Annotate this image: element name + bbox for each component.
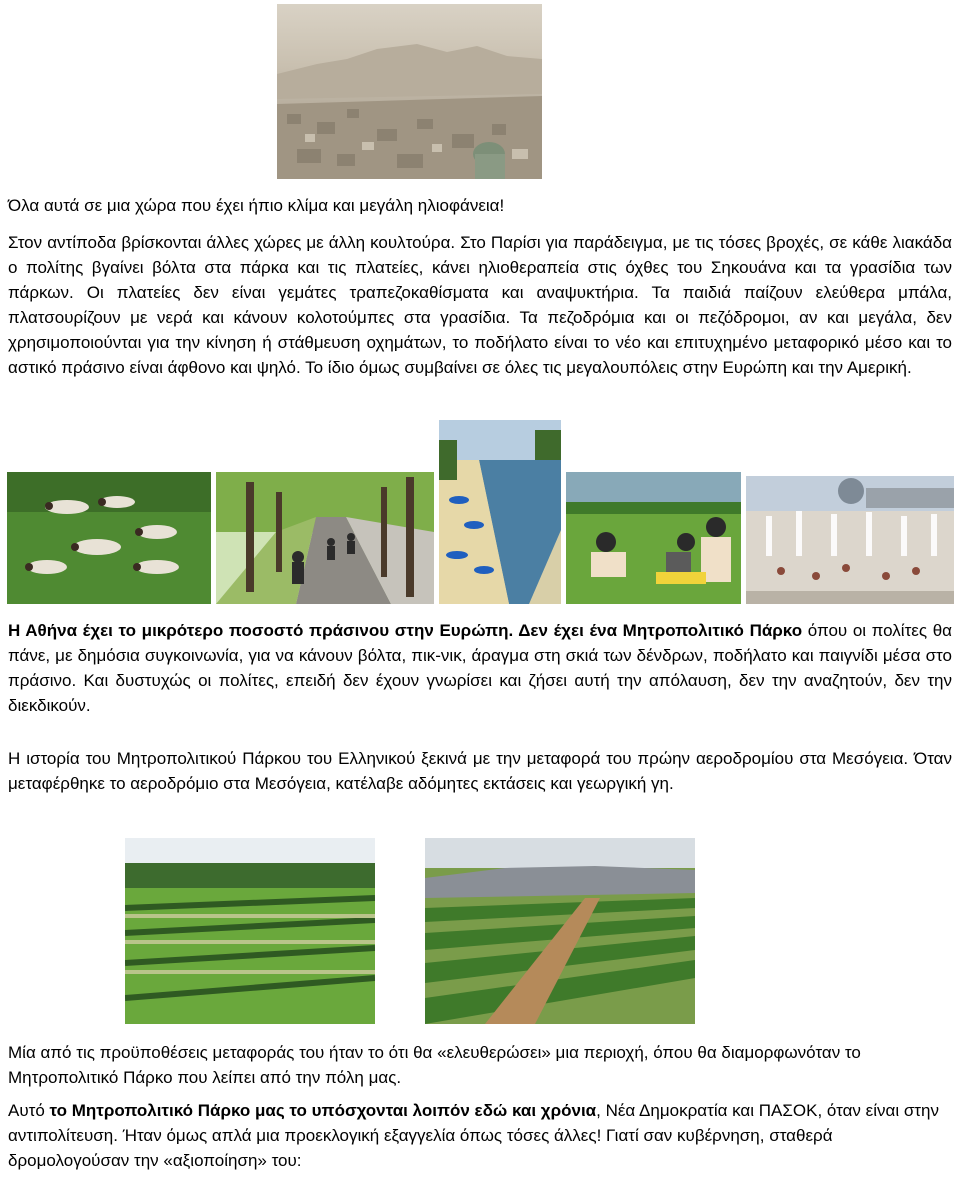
fountain-photo (746, 476, 954, 604)
park-lawn-photo (7, 472, 211, 604)
promise-bold: το Μητροπολιτικό Πάρκο μας το υπόσχονται λοιπόν εδώ και χρόνια (49, 1101, 597, 1120)
conditions-paragraph: Μία από τις προϋποθέσεις μεταφοράς του ήταν το ότι θα «ελευθερώσει» μια περιοχή, όπου θα διαμορφωνόταν το Μητροπολιτικό Πάρκο που λείπει από την πόλη μας. (8, 1043, 861, 1087)
vineyard-1-photo (125, 838, 375, 1024)
promise-text-a: Αυτό (8, 1101, 50, 1120)
athens-green-paragraph (8, 618, 952, 718)
athens-smog-photo (277, 4, 542, 179)
athens-green-text: όπου οι πολίτες θα πάνε, με δημόσια συγκοινωνία, για να κάνουν βόλτα, πικ-νικ, άραγμα στη σκιά των δένδρων, ποδήλατο και παιγνίδι μέσα στο πράσινο. Και δυστυχώς οι πολίτες, επειδή δεν έχουν γνωρίσει και ζήσει αυτή την απόλαυση, δεν την αναζητούν, δεν την διεκδικούν. (8, 621, 952, 715)
promise-paragraph (8, 1098, 952, 1173)
athens-green-bold: Η Αθήνα έχει το μικρότερο ποσοστό πράσινου στην Ευρώπη. Δεν έχει ένα Μητροπολιτικό Πάρκο (8, 621, 803, 640)
vineyard-2-photo (425, 838, 695, 1024)
airport-history-paragraph: Η ιστορία του Μητροπολιτικού Πάρκου του Ελληνικού ξεκινά με την μεταφορά του πρώην αεροδρομίου στα Μεσόγεια. Όταν μεταφέρθηκε το αεροδρόμιο στα Μεσόγεια, κατέλαβε αδόμητες εκτάσεις και γεωργική γη. (8, 749, 952, 793)
paris-paragraph: Στον αντίποδα βρίσκονται άλλες χώρες με άλλη κουλτούρα. Στο Παρίσι για παράδειγμα, με τις τόσες βροχές, σε κάθε λιακάδα ο πολίτης βγαίνει βόλτα στα πάρκα και τις πλατείες, κάνει ηλιοθεραπεία στις όχθες του Σηκουάνα και τα γρασίδια των πάρκων. Οι πλατείες δεν είναι γεμάτες τραπεζοκαθίσματα και αναψυκτήρια. Τα παιδιά παίζουν ελεύθερα μπάλα, πλατσουρίζουν με νερά και κάνουν κολοτούμπες στα γρασίδια. Τα πεζοδρόμια και οι πεζόδρομοι, αν και μεγάλα, δεν χρησιμοποιούνται για την κίνηση ή στάθμευση οχημάτων, το ποδήλατο είναι το νέο και επιτυχημένο μεταφορικό μέσο και το αστικό πράσινο είναι άφθονο και ψηλό. Το ίδιο όμως συμβαίνει σε όλες τις μεγαλουπόλεις στην Ευρώπη και την Αμερική. (8, 233, 952, 377)
bike-path-photo (216, 472, 434, 604)
intro-sentence: Όλα αυτά σε μια χώρα που έχει ήπιο κλίμα και μεγάλη ηλιοφάνεια! (8, 196, 505, 215)
seine-beach-photo (439, 420, 561, 604)
promise-text-b: , Νέα Δημοκρατία και ΠΑΣΟΚ, όταν είναι στην αντιπολίτευση. Ήταν όμως απλά μια προεκλογική εξαγγελία όπως τόσες άλλες! Γιατί σαν κυβέρνηση, σταθερά δρομολογούσαν την «αξιοποίηση» του: (8, 1101, 939, 1170)
picnic-photo (566, 472, 741, 604)
